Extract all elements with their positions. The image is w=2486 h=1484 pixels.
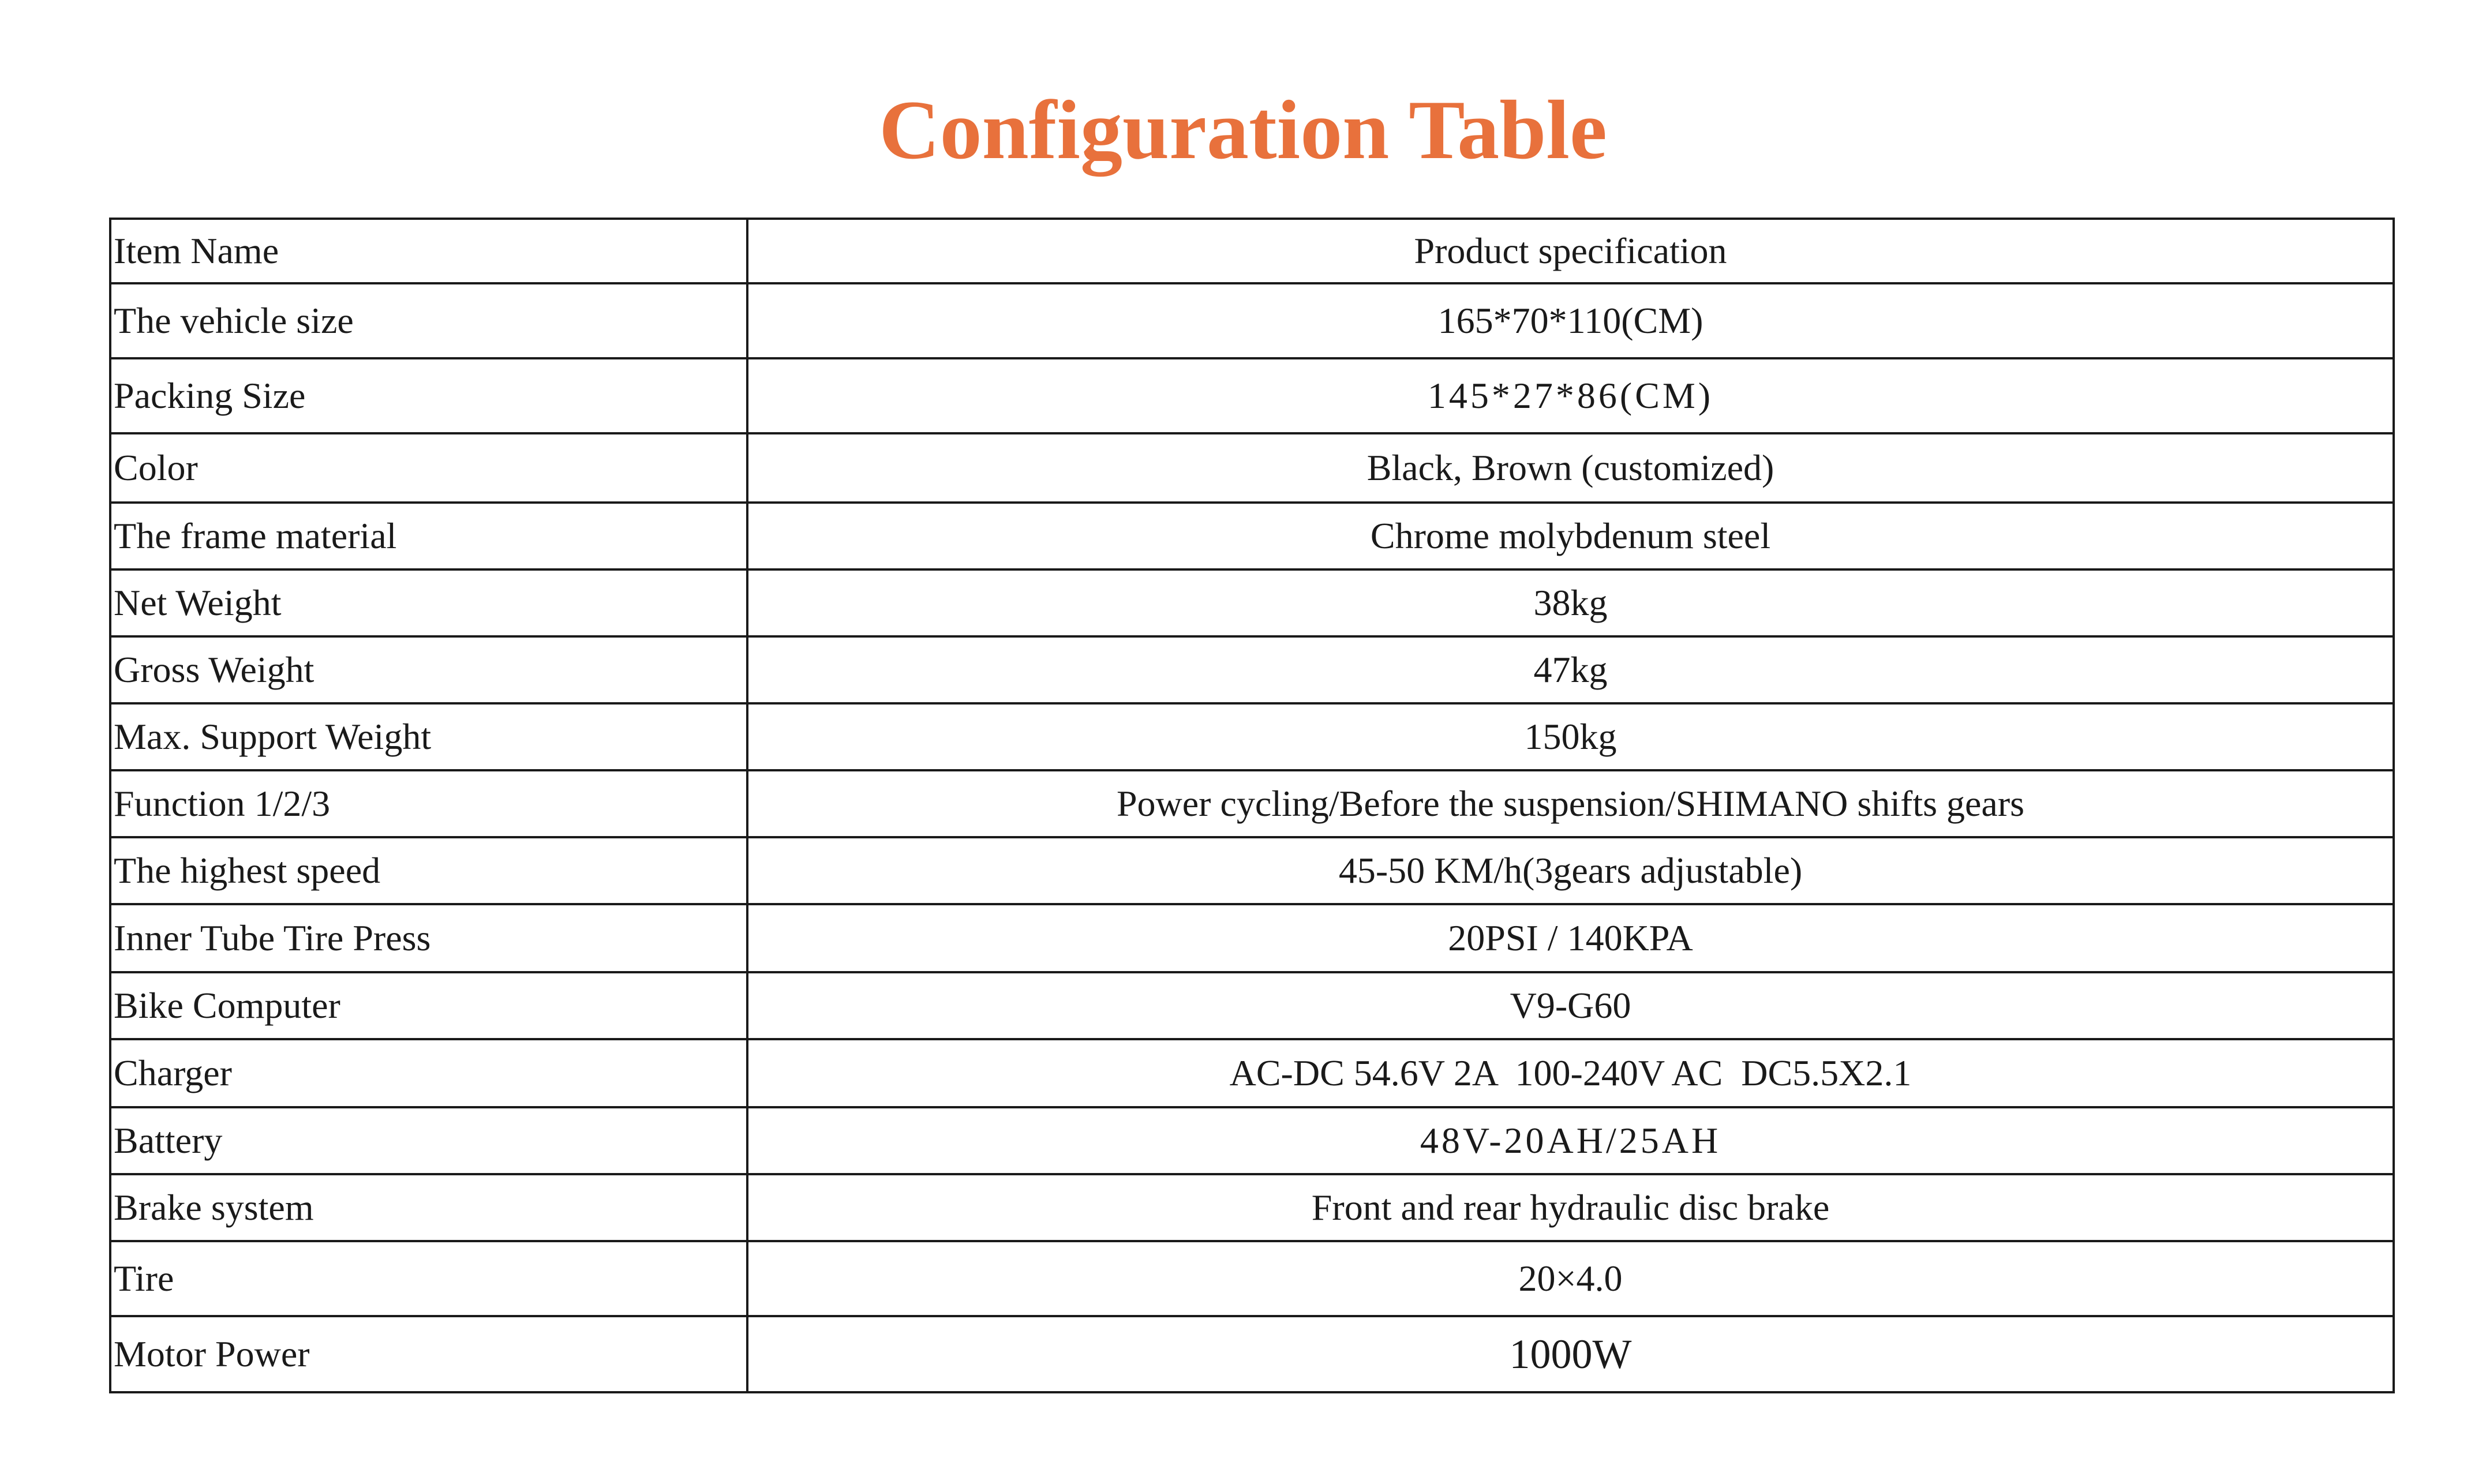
row-label: The highest speed xyxy=(110,837,747,904)
table-row xyxy=(110,972,2394,1039)
row-label: Function 1/2/3 xyxy=(110,770,747,837)
row-value: Power cycling/Before the suspension/SHIMANO shifts gears xyxy=(747,770,2394,837)
row-value: AC-DC 54.6V 2A 100-240V AC DC5.5X2.1 xyxy=(747,1039,2394,1107)
row-value: 165*70*110(CM) xyxy=(747,283,2394,358)
table-row xyxy=(110,283,2394,358)
row-label: The frame material xyxy=(110,503,747,569)
table-row xyxy=(110,1241,2394,1316)
row-value: 48V-20AH/25AH xyxy=(747,1107,2394,1174)
table-row xyxy=(110,433,2394,503)
row-label: The vehicle size xyxy=(110,283,747,358)
row-label: Motor Power xyxy=(110,1316,747,1392)
page-title: Configuration Table xyxy=(879,83,1607,177)
table-row xyxy=(110,636,2394,703)
row-label: Max. Support Weight xyxy=(110,703,747,770)
row-label: Gross Weight xyxy=(110,636,747,703)
row-label: Packing Size xyxy=(110,358,747,433)
row-value: 38kg xyxy=(747,569,2394,636)
table-row xyxy=(110,1107,2394,1174)
table-row xyxy=(110,904,2394,972)
table-row xyxy=(110,837,2394,904)
row-value: 150kg xyxy=(747,703,2394,770)
table-header-row xyxy=(110,219,2394,283)
row-label: Charger xyxy=(110,1039,747,1107)
row-label: Inner Tube Tire Press xyxy=(110,904,747,972)
row-value: V9-G60 xyxy=(747,972,2394,1039)
row-value: Black, Brown (customized) xyxy=(747,433,2394,503)
table-row xyxy=(110,703,2394,770)
row-label: Battery xyxy=(110,1107,747,1174)
header-item-name: Item Name xyxy=(110,219,747,283)
table-row xyxy=(110,770,2394,837)
row-label: Bike Computer xyxy=(110,972,747,1039)
row-value: 1000W xyxy=(747,1316,2394,1392)
configuration-table xyxy=(109,218,2395,1393)
row-label: Tire xyxy=(110,1241,747,1316)
row-label: Brake system xyxy=(110,1174,747,1241)
row-value: 45-50 KM/h(3gears adjustable) xyxy=(747,837,2394,904)
row-value: Chrome molybdenum steel xyxy=(747,503,2394,569)
header-product-specification: Product specification xyxy=(747,219,2394,283)
row-label: Net Weight xyxy=(110,569,747,636)
row-label: Color xyxy=(110,433,747,503)
table-row xyxy=(110,1039,2394,1107)
table-row xyxy=(110,1316,2394,1392)
table-row xyxy=(110,1174,2394,1241)
row-value: 20×4.0 xyxy=(747,1241,2394,1316)
row-value: 20PSI / 140KPA xyxy=(747,904,2394,972)
row-value: 47kg xyxy=(747,636,2394,703)
table-row xyxy=(110,569,2394,636)
row-value: Front and rear hydraulic disc brake xyxy=(747,1174,2394,1241)
table-row xyxy=(110,503,2394,569)
table-row xyxy=(110,358,2394,433)
row-value: 145*27*86(CM) xyxy=(747,358,2394,433)
